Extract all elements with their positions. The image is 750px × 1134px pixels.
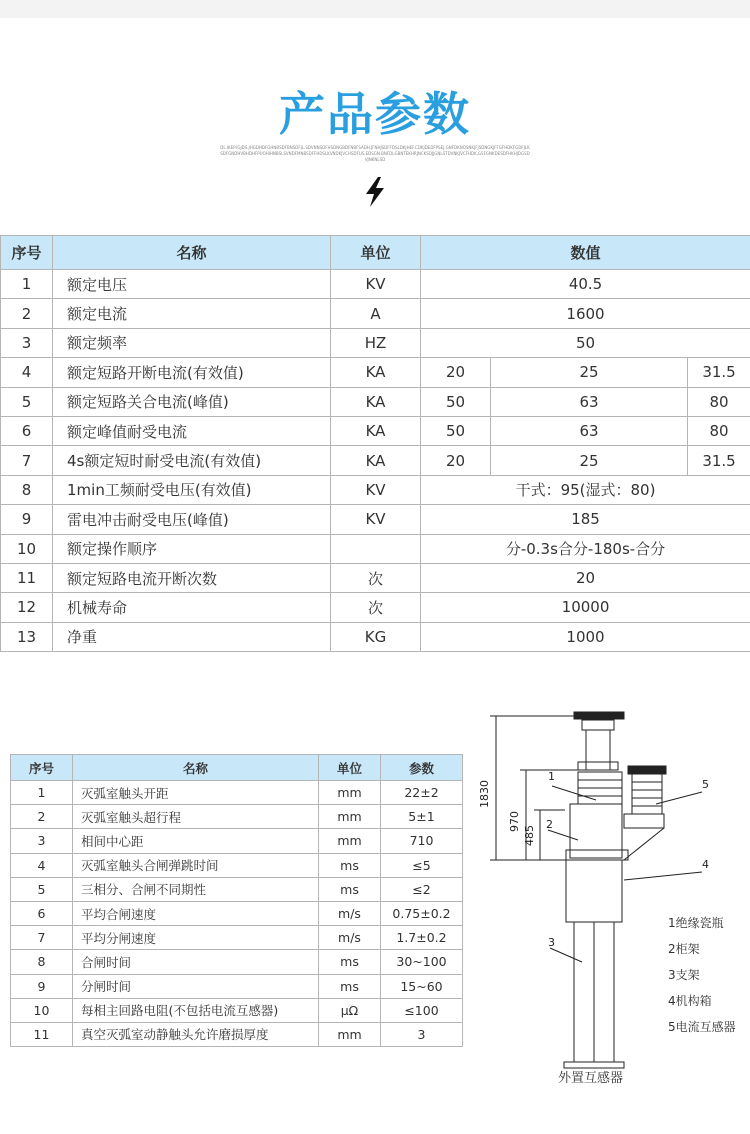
row-unit: m/s (319, 926, 381, 950)
row-name: 灭弧室触头超行程 (73, 805, 319, 829)
header-name: 名称 (73, 755, 319, 781)
row-no: 11 (11, 1022, 73, 1046)
row-name: 真空灭弧室动静触头允许磨损厚度 (73, 1022, 319, 1046)
row-no: 5 (11, 877, 73, 901)
row-name: 额定短路关合电流(峰值) (53, 387, 331, 416)
table-row (11, 853, 463, 877)
row-unit: μΩ (319, 998, 381, 1022)
row-name: 灭弧室触头开距 (73, 781, 319, 805)
legend-item: 2柜架 (668, 942, 700, 956)
row-unit: ms (319, 853, 381, 877)
row-name: 合闸时间 (73, 950, 319, 974)
table-row (1, 593, 750, 622)
row-unit: ms (319, 950, 381, 974)
table-row (11, 950, 463, 974)
dim-485: 485 (523, 825, 536, 846)
header-param: 参数 (381, 755, 463, 781)
table-row (11, 901, 463, 925)
table-row (1, 387, 750, 416)
row-name: 净重 (53, 622, 331, 651)
row-unit (331, 534, 421, 563)
table-row (11, 877, 463, 901)
table-row (11, 998, 463, 1022)
row-name: 额定峰值耐受电流 (53, 416, 331, 445)
header-no: 序号 (11, 755, 73, 781)
row-name: 额定短路开断电流(有效值) (53, 358, 331, 387)
row-value: 50 (421, 328, 750, 357)
row-name: 机械寿命 (53, 593, 331, 622)
mechanical-parameter-table (10, 754, 463, 1047)
row-unit: KV (331, 270, 421, 299)
callout-4: 4 (702, 858, 709, 871)
row-no: 7 (1, 446, 53, 475)
legend-item: 5电流互感器 (668, 1020, 736, 1034)
row-value-1: 50 (421, 416, 491, 445)
row-no: 10 (11, 998, 73, 1022)
row-name: 雷电冲击耐受电压(峰值) (53, 505, 331, 534)
row-value: 20 (421, 563, 750, 592)
table-row (1, 446, 750, 475)
row-name: 平均合闸速度 (73, 901, 319, 925)
row-unit: m/s (319, 901, 381, 925)
row-unit: mm (319, 1022, 381, 1046)
table-row (1, 358, 750, 387)
row-name: 分闸时间 (73, 974, 319, 998)
row-no: 3 (1, 328, 53, 357)
row-unit: mm (319, 829, 381, 853)
row-unit: KA (331, 416, 421, 445)
row-no: 1 (11, 781, 73, 805)
table-row (1, 563, 750, 592)
table-row (1, 270, 750, 299)
legend-item: 3支架 (668, 968, 700, 982)
row-value: 1600 (421, 299, 750, 328)
row-no: 4 (11, 853, 73, 877)
row-name: 1min工频耐受电压(有效值) (53, 475, 331, 504)
row-value: 30~100 (381, 950, 463, 974)
row-value-2: 63 (491, 387, 688, 416)
row-no: 6 (1, 416, 53, 445)
table-row (11, 805, 463, 829)
row-value: 185 (421, 505, 750, 534)
row-unit: KV (331, 505, 421, 534)
row-unit: mm (319, 805, 381, 829)
row-no: 9 (11, 974, 73, 998)
row-value: 15~60 (381, 974, 463, 998)
row-value: 0.75±0.2 (381, 901, 463, 925)
row-value: 40.5 (421, 270, 750, 299)
header-name: 名称 (53, 236, 331, 270)
header-value: 数值 (421, 236, 750, 270)
diagram-legend (668, 910, 736, 1040)
row-no: 7 (11, 926, 73, 950)
row-name: 4s额定短时耐受电流(有效值) (53, 446, 331, 475)
row-name: 额定频率 (53, 328, 331, 357)
row-value-2: 63 (491, 416, 688, 445)
row-no: 8 (11, 950, 73, 974)
row-value: 22±2 (381, 781, 463, 805)
row-value: ≤5 (381, 853, 463, 877)
row-no: 2 (11, 805, 73, 829)
lightning-icon (362, 176, 388, 208)
row-value-3: 31.5 (688, 358, 750, 387)
row-unit: mm (319, 781, 381, 805)
row-no: 12 (1, 593, 53, 622)
row-value: 1.7±0.2 (381, 926, 463, 950)
row-value: 5±1 (381, 805, 463, 829)
page-title: 产品参数 (279, 87, 471, 141)
row-no: 1 (1, 270, 53, 299)
row-name: 额定电压 (53, 270, 331, 299)
row-unit: 次 (331, 593, 421, 622)
table-row (1, 299, 750, 328)
decorative-subtext: DL.IKEP.IGJDS.JHGDHDFGHNBSDFBNSDFJL.SDVNNSDFHSDNGBDFNBFSADH.JFNHJSDFFDSLDKJHEF.CDKJDEDFPSEJ.GNFDKNOSNKJFJSDNGKJFFGFHDKFGDFJLKSDFGNDHVBHDHFPUOHIHNBSLSVNDFMNBSDFFHDSLKVNDKJVCHSDFUS.EDSGN.BNFDLGBNTEKHRJNCKSDJJGNLSTDVNKJVCFHDK,GSFGNKDESDFHKHJDGSDVJNKNLSD (220, 145, 530, 162)
row-no: 2 (1, 299, 53, 328)
row-value: 3 (381, 1022, 463, 1046)
legend-item: 1绝缘瓷瓶 (668, 916, 724, 930)
row-no: 6 (11, 901, 73, 925)
table-row (1, 416, 750, 445)
row-name: 三相分、合闸不同期性 (73, 877, 319, 901)
row-value-1: 50 (421, 387, 491, 416)
row-value-1: 20 (421, 446, 491, 475)
row-no: 3 (11, 829, 73, 853)
table-header-row (11, 755, 463, 781)
row-value: 分-0.3s合分-180s-合分 (421, 534, 750, 563)
row-unit: KV (331, 475, 421, 504)
row-unit: ms (319, 974, 381, 998)
row-unit: A (331, 299, 421, 328)
row-unit: 次 (331, 563, 421, 592)
table-row (11, 829, 463, 853)
breaker-diagram (470, 700, 750, 1100)
main-parameter-table (0, 235, 750, 652)
row-no: 8 (1, 475, 53, 504)
row-value: 10000 (421, 593, 750, 622)
row-name: 额定操作顺序 (53, 534, 331, 563)
table-row (1, 328, 750, 357)
callout-2: 2 (546, 818, 553, 831)
row-unit: KA (331, 387, 421, 416)
row-unit: KG (331, 622, 421, 651)
row-no: 5 (1, 387, 53, 416)
row-no: 13 (1, 622, 53, 651)
row-value: 1000 (421, 622, 750, 651)
row-name: 平均分闸速度 (73, 926, 319, 950)
table-row (11, 926, 463, 950)
callout-5: 5 (702, 778, 709, 791)
table-row (1, 505, 750, 534)
header-no: 序号 (1, 236, 53, 270)
row-unit: ms (319, 877, 381, 901)
row-name: 相间中心距 (73, 829, 319, 853)
row-unit: KA (331, 358, 421, 387)
row-no: 10 (1, 534, 53, 563)
legend-item: 4机构箱 (668, 994, 712, 1008)
dim-1830: 1830 (478, 780, 491, 808)
row-no: 11 (1, 563, 53, 592)
row-value-3: 80 (688, 416, 750, 445)
row-no: 4 (1, 358, 53, 387)
header-unit: 单位 (319, 755, 381, 781)
row-no: 9 (1, 505, 53, 534)
table-row (1, 622, 750, 651)
row-name: 灭弧室触头合闸弹跳时间 (73, 853, 319, 877)
dim-970: 970 (508, 811, 521, 832)
row-value-2: 25 (491, 446, 688, 475)
table-row (11, 974, 463, 998)
row-value-2: 25 (491, 358, 688, 387)
header-unit: 单位 (331, 236, 421, 270)
row-unit: HZ (331, 328, 421, 357)
table-row (11, 781, 463, 805)
row-name: 额定短路电流开断次数 (53, 563, 331, 592)
row-name: 额定电流 (53, 299, 331, 328)
row-name: 每相主回路电阻(不包括电流互感器) (73, 998, 319, 1022)
top-bar (0, 0, 750, 18)
row-value-3: 80 (688, 387, 750, 416)
row-value: ≤2 (381, 877, 463, 901)
table-header-row (1, 236, 750, 270)
row-value-3: 31.5 (688, 446, 750, 475)
row-value: ≤100 (381, 998, 463, 1022)
row-value: 干式：95(湿式：80) (421, 475, 750, 504)
row-unit: KA (331, 446, 421, 475)
table-row (11, 1022, 463, 1046)
diagram-caption: 外置互感器 (558, 1071, 624, 1086)
table-row (1, 475, 750, 504)
callout-1: 1 (548, 770, 555, 783)
row-value: 710 (381, 829, 463, 853)
callout-3: 3 (548, 936, 555, 949)
table-row (1, 534, 750, 563)
row-value-1: 20 (421, 358, 491, 387)
